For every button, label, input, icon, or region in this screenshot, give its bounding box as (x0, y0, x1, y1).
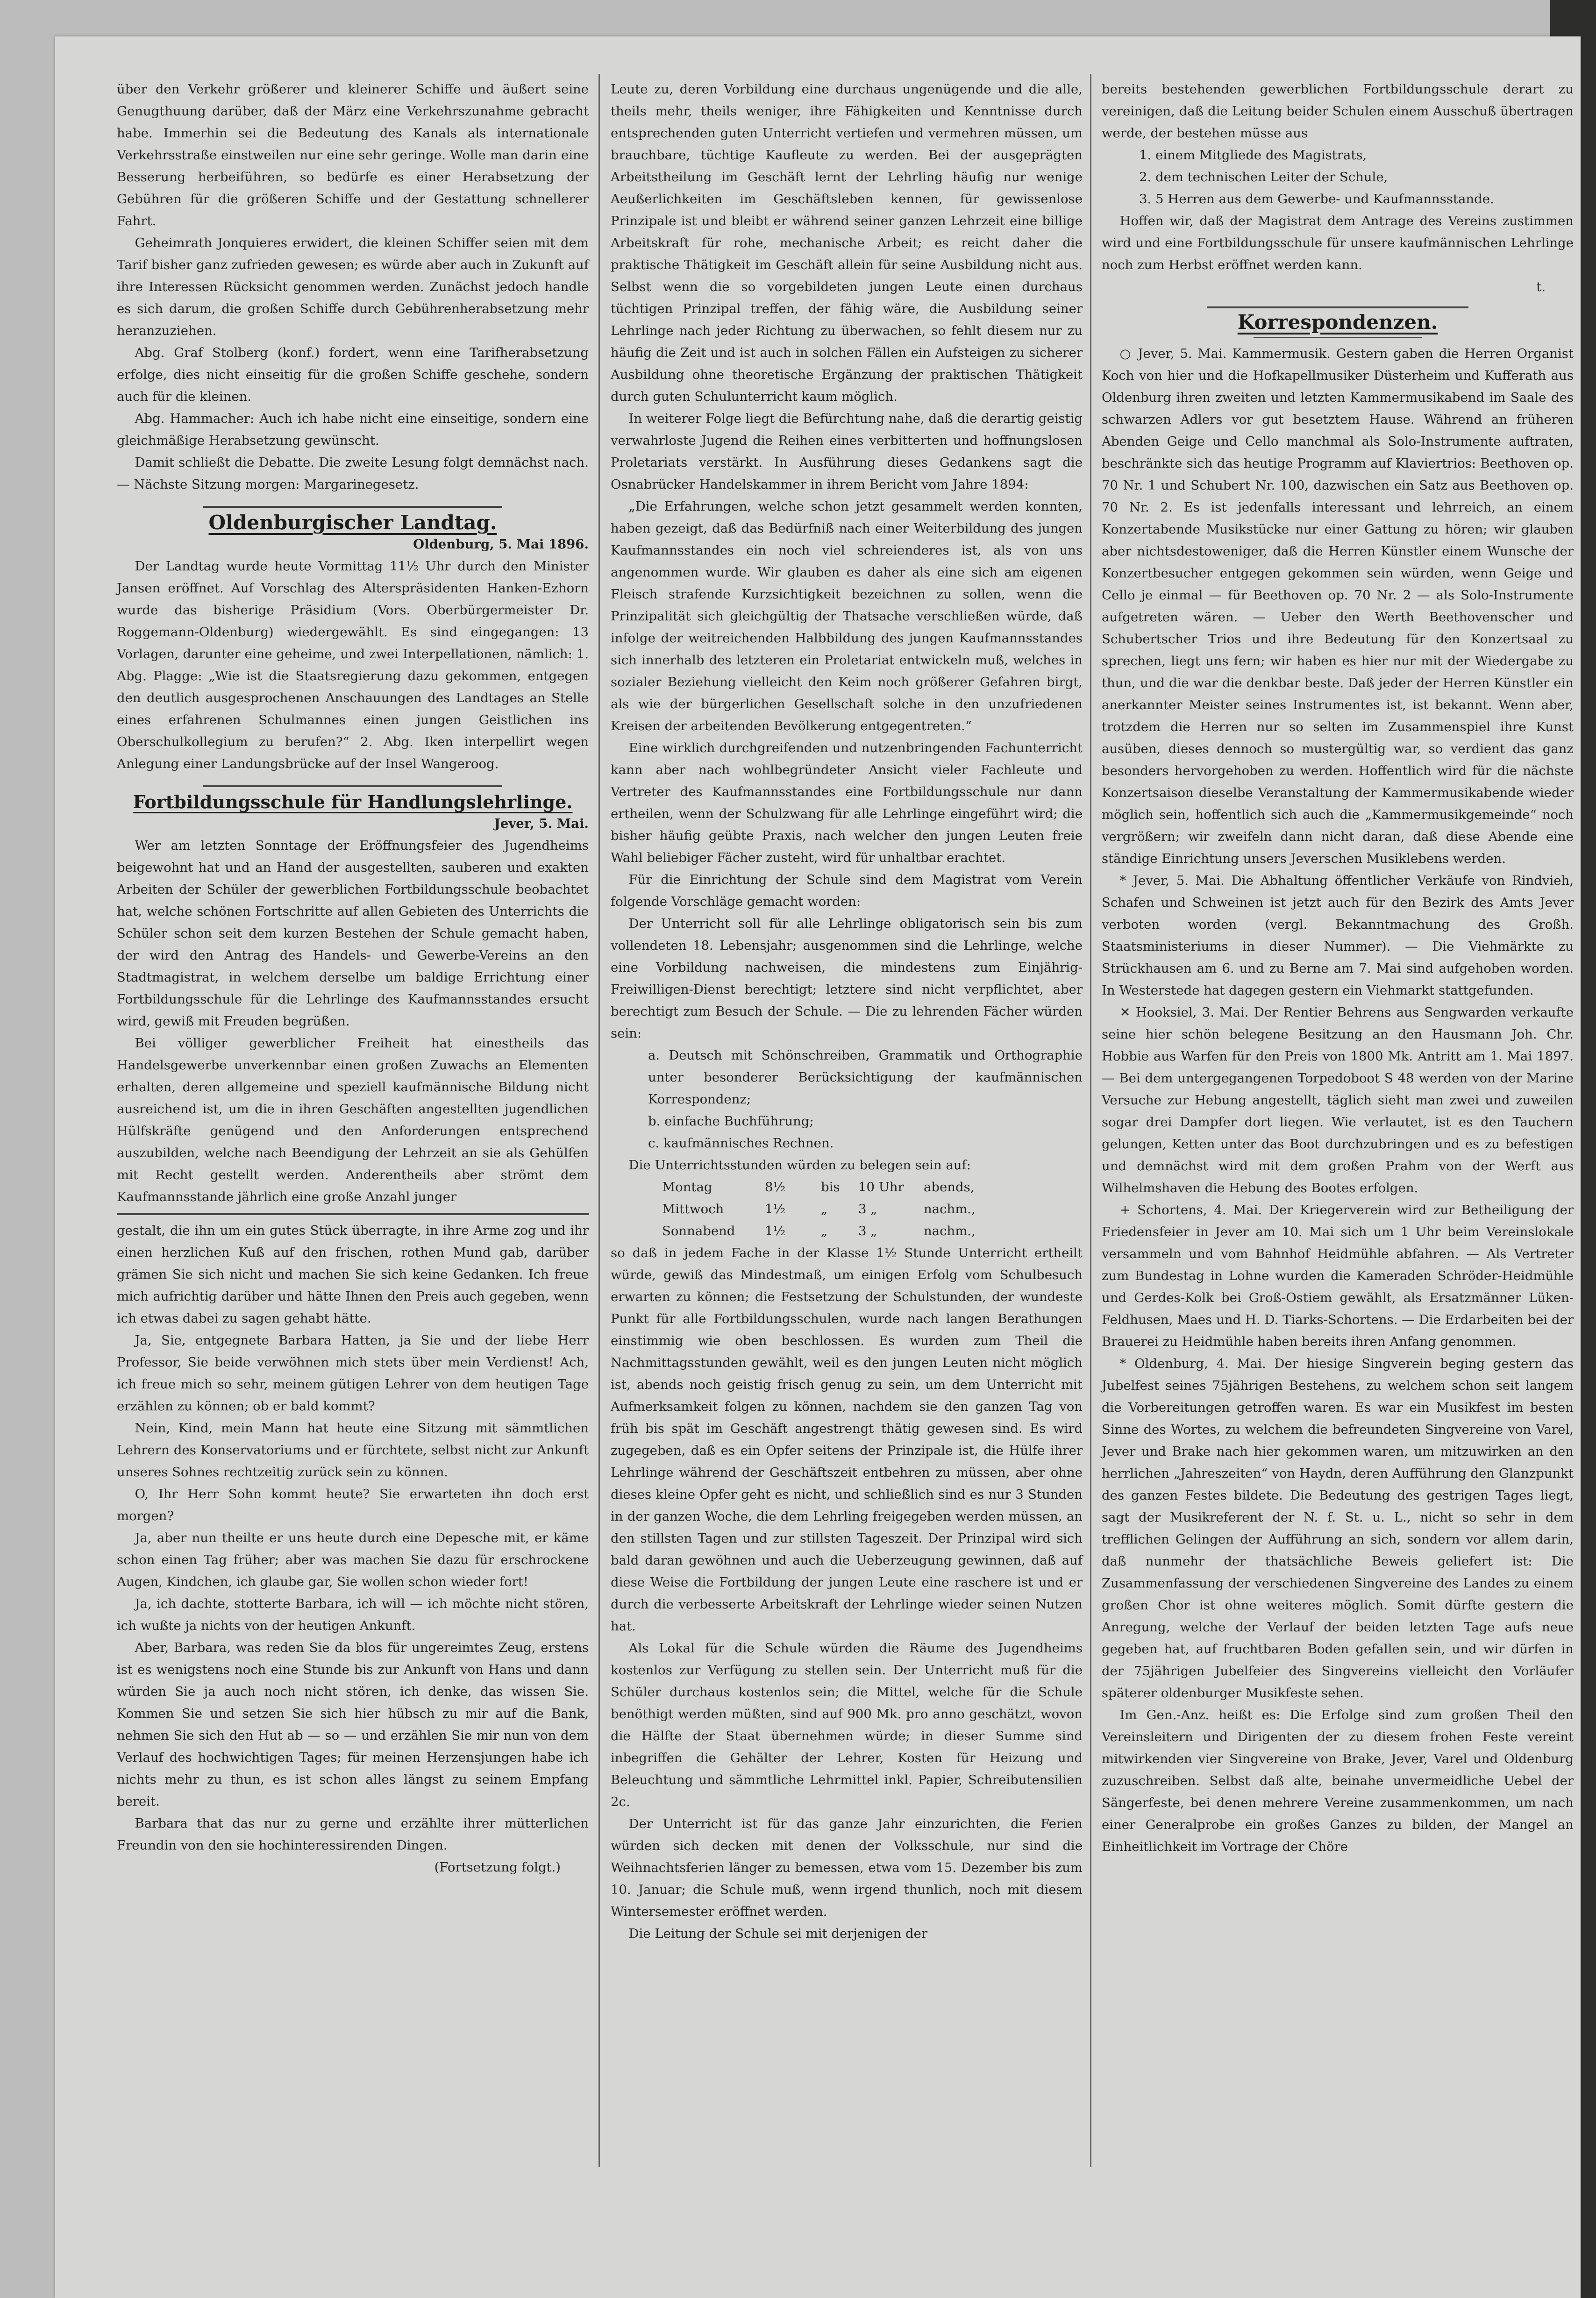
schedule-intro: Die Unterrichtsstunden würden zu belegen sein auf: (628, 1158, 971, 1173)
newspaper-page (55, 36, 1581, 2298)
schedule-cell: Mittwoch (662, 1202, 724, 1217)
paragraph: so daß in jedem Fache in der Klasse 1½ Stunde Unterricht ertheilt würde, gewiß das Mindestmaß, um einigen Erfolg vom Schulbesuch erwarten zu können; die Festsetzung der Schulstunden, der wundeste Punkt für alle Fortbildungsschulen, wurde nach langen Berathungen einstimmig wie oben beschlossen. Es wurden zum Theil die Nachmittagsstunden gewählt, weil es den jungen Leuten nicht möglich ist, abends noch geistig frisch genug zu sein, um dem Unterricht mit Aufmerksamkeit folgen zu können, nachdem sie den ganzen Tag von früh bis spät im Geschäft angestrengt thätig gewesen sind. Es wird zugegeben, daß es ein Opfer seitens der Prinzipale ist, die Hülfe ihrer Lehrlinge während der Geschäftszeit entbehren zu müssen, aber ohne dieses kleine Opfer geht es nicht, und schließlich sind es nur 3 Stunden in der ganzen Woche, die dem Lehrling freigegeben werden müssen, an den stillsten Tagen und zur stillsten Tageszeit. Der Prinzipal wird sich bald daran gewöhnen und auch die Ueberzeugung gewinnen, daß auf diese Weise die Fortbildung der jungen Leute eine raschere ist und er durch die verbesserte Arbeitskraft der Lehrlinge wieder seinen Nutzen hat. (611, 1245, 1083, 1634)
heading-korrespondenzen: Korrespondenzen. (1237, 311, 1438, 334)
column-1 (117, 78, 589, 1878)
subject-item: c. kaufmännisches Rechnen. (648, 1136, 834, 1151)
paragraph: * Jever, 5. Mai. Die Abhaltung öffentlicher Verkäufe von Rindvieh, Schafen und Schweinen ist jetzt auch für den Bezirk des Amts Jever verboten worden (vergl. Bekanntmachung des Großh. Staatsministeriums in dieser Nummer). — Die Viehmärkte zu Strückhausen am 6. und zu Berne am 7. Mai sind aufgehoben worden. In Westerstede hat dagegen gestern ein Viehmarkt stattgefunden. (1102, 873, 1574, 998)
paragraph: Aber, Barbara, was reden Sie da blos für ungereimtes Zeug, erstens ist es wenigstens noch eine Stunde bis zur Ankunft von Hans und dann würden Sie ja auch noch nicht stören, ich denke, das wissen Sie. Kommen Sie und setzen Sie sich hier hübsch zu mir auf die Bank, nehmen Sie sich den Hut ab — so — und erzählen Sie mir nun von dem Verlauf des hochwichtigen Tages; für meinen Herzensjungen habe ich nichts mehr zu thun, es ist schon alles längst zu seinem Empfang bereit. (117, 1640, 589, 1809)
paragraph: Leute zu, deren Vorbildung eine durchaus ungenügende und die alle, theils mehr, theils weniger, ihre Fähigkeiten und Kenntnisse durch entsprechenden guten Unterricht vertiefen und vermehren müssen, um brauchbare, tüchtige Kaufleute zu werden. Bei der ausgeprägten Arbeitstheilung im Geschäft lernt der Lehrling häufig nur wenige Aeußerlichkeiten im Geschäftsleben kennen, für gewissenlose Prinzipale ist und bleibt er während seiner ganzen Lehrzeit eine billige Arbeitskraft für rohe, mechanische Arbeit; es reicht daher die praktische Thätigkeit im Geschäft allein für seine Ausbildung nicht aus. Selbst wenn die so vorgebildeten jungen Leute einen durchaus tüchtigen Prinzipal treffen, der fähig wäre, die Ausbildung seiner Lehrlinge nach jeder Richtung zu überwachen, so fehlt diesem nur zu häufig die Zeit und ist auch in solchen Fällen ein Aufsteigen zu sicherer Ausbildung ohne theoretische Ergänzung der praktischen Thätigkeit durch guten Schulunterricht kaum möglich. (611, 82, 1083, 404)
schedule-cell: 8½ (765, 1180, 786, 1195)
subject-item: b. einfache Buchführung; (648, 1114, 814, 1129)
section-rule (1254, 337, 1422, 338)
article-fortbildung (117, 835, 589, 1208)
schedule-cell: 3 „ (858, 1224, 877, 1238)
committee-item: 1. einem Mitgliede des Magistrats, (1139, 148, 1367, 163)
schedule-cell: abends, (924, 1180, 975, 1195)
paragraph: Im Gen.-Anz. heißt es: Die Erfolge sind zum großen Theil den Vereinsleitern und Dirigenten der zu diesem frohen Feste vereint mitwirkenden vier Singvereine von Brake, Jever, Varel und Oldenburg zuzuschreiben. Selbst daß alte, beinahe unvermeidliche Uebel der Sängerfeste, bei denen mehrere Vereine zusammenkommen, um nach einer Generalprobe ein großes Ganzes zu bilden, der Mangel an Einheitlichkeit im Vortrage der Chöre (1102, 1707, 1574, 1854)
feuilleton-rule (117, 1213, 589, 1215)
article-fortbildung-end (611, 1242, 1083, 1945)
heading-fortbildung: Fortbildungsschule für Handlungslehrlinge. (133, 791, 573, 812)
paragraph: Wer am letzten Sonntage der Eröffnungsfeier des Jugendheims beigewohnt hat und an Hand der ausgestellten, sauberen und exakten Arbeiten der Schüler der gewerblichen Fortbildungsschule beobachtet hat, welche schönen Fortschritte auf allen Gebieten des Unterrichts die Schüler schon seit dem kurzen Bestehen der Schule gemacht haben, der wird den Antrag des Handels- und Gewerbe-Vereins an den Stadtmagistrat, in welchem derselbe um baldige Errichtung einer Fortbildungsschule für die Lehrlinge des Kaufmannsstandes ersucht wird, gewiß mit Freuden begrüßen. (117, 838, 589, 1029)
dateline-fortbildung: Jever, 5. Mai. (494, 816, 589, 831)
committee-item: 2. dem technischen Leiter der Schule, (1139, 170, 1388, 185)
paragraph: Bei völliger gewerblicher Freiheit hat einestheils das Handelsgewerbe unverkennbar einen großen Zuwachs an Elementen erhalten, deren allgemeine und speziell kaufmännische Bildung nicht ausreichend ist, um die in ihren Geschäften angestellten jugendlichen Hülfskräfte genügend und den Anforderungen entsprechend auszubilden, welche nach Beendigung der Lehrzeit an sie als Gehülfen mit Recht gestellt werden. Anderentheils aber strömt dem Kaufmannsstande jährlich eine große Anzahl junger (117, 1036, 589, 1204)
section-rule (203, 785, 502, 787)
schedule-cell: 1½ (765, 1202, 786, 1217)
feuilleton-story (117, 1220, 589, 1857)
paragraph: ✕ Hooksiel, 3. Mai. Der Rentier Behrens aus Sengwarden verkaufte seine hier schön belegene Besitzung an den Hausmann Joh. Chr. Hobbie aus Warfen für den Preis von 1800 Mk. Antritt am 1. Mai 1897. — Bei dem untergegangenen Torpedoboot S 48 werden von der Marine Versuche zur Hebung angestellt, täglich sieht man zwei und zuweilen sogar drei Dampfer dort liegen. Wie verlautet, ist es den Tauchern gelungen, Ketten unter das Boot durchzubringen und es zu befestigen und demnächst wird mit dem großen Prahm von der Werft aus Wilhelmshaven die Hebung des Bootes erfolgen. (1102, 1005, 1574, 1195)
paragraph: gestalt, die ihn um ein gutes Stück überragte, in ihre Arme zog und ihr einen herzlichen Kuß auf den frischen, rothen Mund gab, darüber grämen Sie sich nicht und machen Sie sich keine Gedanken. Ich freue mich aufrichtig darüber und hätte Ihnen den Preis auch gegeben, wenn ich etwas dabei zu sagen gehabt hätte. (117, 1223, 589, 1326)
paragraph: In weiterer Folge liegt die Befürchtung nahe, daß die derartig geistig verwahrloste Jugend die Reihen eines verbitterten und hoffnungslosen Proletariats verstärkt. In Ausführung dieses Gedankens sagt die Osnabrücker Handelskammer in ihrem Bericht vom Jahre 1894: (611, 411, 1083, 492)
paragraph: „Die Erfahrungen, welche schon jetzt gesammelt werden konnten, haben gezeigt, daß das Bedürfniß nach einer Weiterbildung des jungen Kaufmannsstandes ein noch viel schreienderes ist, als von uns angenommen wurde. Wir glauben es daher als eine sich am eigenen Fleisch strafende Kurzsichtigkeit bezeichnen zu sollen, wenn die Prinzipalität sich gleichgültig der Thatsache verschließen würde, daß infolge der weitreichenden Halbbildung des jungen Kaufmannsstandes sich innerhalb des letzteren ein Proletariat entwickeln muß, welches in sozialer Beziehung vielleicht den Keim noch größerer Gefahren birgt, als wie der bürgerlichen Gesellschaft solche in den unzufriedenen Kreisen der arbeitenden Bevölkerung entgegentreten.“ (611, 499, 1083, 733)
schedule-row (611, 1220, 1083, 1242)
article-fortbildung-hope: Hoffen wir, daß der Magistrat dem Antrage des Vereins zustimmen wird und eine Fortbildungsschule für unsere kaufmännischen Lehrlinge noch zum Herbst eröffnet werden kann. (1102, 213, 1574, 272)
schedule-cell: 3 „ (858, 1202, 877, 1217)
schedule-cell: 10 Uhr (858, 1180, 904, 1195)
paragraph: Als Lokal für die Schule würden die Räume des Jugendheims kostenlos zur Verfügung zu stellen sein. Der Unterricht muß für die Schüler durchaus kostenlos sein; die Mittel, welche für die Schule benöthigt werden müßten, sind auf 900 Mk. pro anno geschätzt, wovon die Hälfte der Staat übernehmen würde; in dieser Summe sind inbegriffen die Gehälter der Lehrer, Kosten für Heizung und Beleuchtung und sämmtliche Lehrmittel inkl. Papier, Schreibutensilien 2c. (611, 1641, 1083, 1809)
correspondence-items (1102, 343, 1574, 1858)
subject-item: a. Deutsch mit Schönschreiben, Grammatik und Orthographie unter besonderer Berücksichtigung der kaufmännischen Korrespondenz; (648, 1048, 1083, 1107)
schedule-cell: „ (821, 1224, 828, 1238)
article-fortbildung-cont (611, 78, 1083, 1045)
paragraph: * Oldenburg, 4. Mai. Der hiesige Singverein beging gestern das Jubelfest seines 75jährigen Bestehens, zu welchem schon seit langem die Vorbereitungen getroffen waren. Es war ein Musikfest im besten Sinne des Wortes, zu welchem die befreundeten Singvereine von Varel, Jever und Brake nach hier gekommen waren, um mitzuwirken an den herrlichen „Jahreszeiten“ von Haydn, deren Aufführung den Glanzpunkt des ganzen Festes bildete. Die Bedeutung des gestrigen Tages liegt, sagt der Musikreferent der N. f. St. u. L., nicht so sehr in dem trefflichen Gelingen der Aufführung an sich, sondern vor allem darin, daß nunmehr der thatsächliche Beweis geliefert ist: Die Zusammenfassung der verschiedenen Singvereine des Landes zu einem großen Chor ist ohne weiteres möglich. Somit dürfte gestern die Anregung, welche der Verlauf der beiden letzten Tage aufs neue gegeben hat, auf fruchtbaren Boden gefallen sein, und wir dürfen in der 75jährigen Jubelfeier des Singvereins vielleicht den Vorläufer späterer oldenburger Musikfeste sehen. (1102, 1356, 1574, 1700)
column-divider (598, 74, 600, 2167)
article-kanal (117, 78, 589, 496)
schedule-table (611, 1176, 1083, 1242)
paragraph: Ja, aber nun theilte er uns heute durch eine Depesche mit, er käme schon einen Tag früher; aber was machen Sie dazu für erschrockene Augen, Kindchen, ich glaube gar, Sie wollen schon wieder fort! (117, 1530, 589, 1589)
paragraph: Die Leitung der Schule sei mit derjenigen der (628, 1926, 928, 1941)
heading-landtag: Oldenburgischer Landtag. (208, 511, 497, 534)
schedule-cell: nachm., (924, 1224, 976, 1238)
committee-list (1102, 144, 1574, 210)
paragraph: Ja, ich dachte, stotterte Barbara, ich will — ich möchte nicht stören, ich wußte ja nichts von der heutigen Ankunft. (117, 1596, 589, 1633)
paragraph: O, Ihr Herr Sohn kommt heute? Sie erwarteten ihn doch erst morgen? (117, 1487, 589, 1523)
paragraph: Der Unterricht soll für alle Lehrlinge obligatorisch sein bis zum vollendeten 18. Lebensjahr; ausgenommen sind die Lehrlinge, welche eine Vorbildung nachweisen, die mindestens zum Einjährig-Freiwilligen-Dienst berechtigt; letztere sind nicht verpflichtet, aber berechtigt zum Besuch der Schule. — Die zu lehrenden Fächer würden sein: (611, 916, 1083, 1041)
column-divider (1090, 74, 1091, 2167)
column-2 (611, 78, 1083, 1945)
author-signature: t. (1536, 279, 1546, 294)
dateline-landtag: Oldenburg, 5. Mai 1896. (413, 537, 589, 552)
column-3 (1102, 78, 1574, 1858)
article-fortbildung-final: bereits bestehenden gewerblichen Fortbildungsschule derart zu vereinigen, daß die Leitung beider Schulen einem Ausschuß übertragen werde, der bestehen müsse aus (1102, 82, 1574, 141)
paragraph: Damit schließt die Debatte. Die zweite Lesung folgt demnächst nach. — Nächste Sitzung morgen: Margarinegesetz. (117, 455, 589, 492)
paragraph: + Schortens, 4. Mai. Der Kriegerverein wird zur Betheiligung der Friedensfeier in Jever am 10. Mai sich um 1 Uhr beim Vereinslokale versammeln und vom Bahnhof Heidmühle abfahren. — Als Vertreter zum Bundestag in Lohne wurden die Kameraden Schröder-Heidmühle und Gerdes-Kolk bei Groß-Ostiem gewählt, als Ersatzmänner Lüken-Feldhusen, Maes und H. D. Tiarks-Schortens. — Die Erdarbeiten bei der Brauerei zu Heidmühle haben bereits ihren Anfang genommen. (1102, 1202, 1574, 1349)
section-rule (1207, 306, 1468, 308)
paragraph: Eine wirklich durchgreifenden und nutzenbringenden Fachunterricht kann aber nach wohlbegründeter Ansicht vieler Fachleute und Vertreter des Kaufmannsstandes eine Fortbildungsschule nur dann ertheilen, wenn der Schulzwang für alle Lehrlinge eingeführt wird; die bisher häufig geübte Praxis, nach welcher den jungen Leuten freie Wahl beliebiger Fächer zusteht, wird für unhaltbar erachtet. (611, 740, 1083, 865)
feuilleton-continuation: (Fortsetzung folgt.) (434, 1860, 561, 1875)
schedule-row (611, 1176, 1083, 1198)
subject-list (611, 1045, 1083, 1154)
paragraph: Der Landtag wurde heute Vormittag 11½ Uhr durch den Minister Jansen eröffnet. Auf Vorschlag des Alterspräsidenten Hanken-Ezhorn wurde das bisherige Präsidium (Vors. Oberbürgermeister Dr. Roggemann-Oldenburg) wiedergewählt. Es sind eingegangen: 13 Vorlagen, darunter eine geheime, und zwei Interpellationen, nämlich: 1. Abg. Plagge: „Wie ist die Staatsregierung dazu gekommen, entgegen den deutlich ausgesprochenen Anschauungen des Landtages an Stelle eines erfahrenen Schulmannes einen jungen Geistlichen ins Oberschulkollegium zu berufen?“ 2. Abg. Iken interpellirt wegen Anlegung einer Landungsbrücke auf der Insel Wangeroog. (117, 559, 589, 771)
schedule-cell: Sonnabend (662, 1224, 735, 1238)
schedule-cell: bis (821, 1180, 840, 1195)
paragraph: Abg. Hammacher: Auch ich habe nicht eine einseitige, sondern eine gleichmäßige Herabsetzung gewünscht. (117, 411, 589, 448)
article-landtag (117, 555, 589, 775)
paragraph: ○ Jever, 5. Mai. Kammermusik. Gestern gaben die Herren Organist Koch von hier und die Hofkapellmusiker Düsterheim und Kufferath aus Oldenburg ihren zweiten und letzten Kammermusikabend im Saale des schwarzen Adlers vor gut besetztem Hause. Während an früheren Abenden Geige und Cello manchmal als Solo-Instrumente auftraten, beschränkte sich das heutige Programm auf Klaviertrios: Beethoven op. 70 Nr. 1 und Schubert Nr. 100, dazwischen ein Satz aus Beethoven op. 70 Nr. 2. Es ist jedenfalls interessant und lehrreich, an einem Konzertabende Musikstücke nur einer Gattung zu hören; wir glauben aber nichtsdestoweniger, daß die Herren Künstler einem Wunsche der Konzertbesucher entgegen gekommen sein würden, wenn Geige und Cello je einmal — für Beethoven op. 70 Nr. 2 — als Solo-Instrumente aufgetreten wären. — Ueber den Werth Beethovenscher und Schubertscher Trios und ihre Bedeutung für den Konzertsaal zu sprechen, liegt uns fern; wir haben es hier nur mit der Wiedergabe zu thun, und die war die denkbar beste. Daß jeder der Herren Künstler ein anerkannter Meister seines Instrumentes ist, ist bekannt. Wenn aber, trotzdem die Herren nur so selten im Zusammenspiel ihre Kunst ausüben, dieses dennoch so mustergültig war, so verdient das ganz besonders hervorgehoben zu werden. Hoffentlich wird für die nächste Konzertsaison dieselbe Veranstaltung der Kammermusikabende wieder möglich sein, hoffentlich sich auch die „Kammermusikgemeinde“ noch vergrößern; wir zweifeln dann nicht daran, daß diese Abende eine ständige Einrichtung unsers Jeverschen Musiklebens werden. (1102, 346, 1574, 866)
paragraph: Geheimrath Jonquieres erwidert, die kleinen Schiffer seien mit dem Tarif bisher ganz zufrieden gewesen; es würde aber auch in Zukunft auf ihre Interessen Rücksicht genommen werden. Zunächst jedoch handle es sich darum, die großen Schiffe durch Gebührenherabsetzung mehr heranzuziehen. (117, 235, 589, 338)
schedule-cell: „ (821, 1202, 828, 1217)
schedule-cell: nachm., (924, 1202, 976, 1217)
section-rule (203, 506, 502, 508)
committee-item: 3. 5 Herren aus dem Gewerbe- und Kaufmannsstande. (1139, 192, 1494, 206)
paragraph: Barbara that das nur zu gerne und erzählte ihrer mütterlichen Freundin von den sie hochinteressirenden Dingen. (117, 1816, 589, 1853)
paragraph: Abg. Graf Stolberg (konf.) fordert, wenn eine Tarifherabsetzung erfolge, dies nicht einseitig für die großen Schiffe geschehe, sondern auch für die kleinen. (117, 345, 589, 404)
paragraph: Der Unterricht ist für das ganze Jahr einzurichten, die Ferien würden sich decken mit denen der Volksschule, nur sind die Weihnachtsferien länger zu bemessen, etwa vom 15. Dezember bis zum 10. Januar; die Schule muß, wenn irgend thunlich, noch mit diesem Wintersemester eröffnet werden. (611, 1816, 1083, 1919)
paragraph: über den Verkehr größerer und kleinerer Schiffe und äußert seine Genugthuung darüber, daß der März eine Verkehrszunahme gebracht habe. Immerhin sei die Bedeutung des Kanals als internationale Verkehrsstraße einstweilen nur eine sehr geringe. Wolle man darin eine Besserung herbeiführen, so bedürfe es einer Herabsetzung der Gebühren für die größeren Schiffe und der Gestattung schnellerer Fahrt. (117, 82, 589, 228)
schedule-row (611, 1198, 1083, 1220)
schedule-cell: Montag (662, 1180, 712, 1195)
paragraph: Nein, Kind, mein Mann hat heute eine Sitzung mit sämmtlichen Lehrern des Konservatoriums und er fürchtete, selbst nicht zur Ankunft unseres Sohnes rechtzeitig zurück sein zu können. (117, 1421, 589, 1480)
schedule-cell: 1½ (765, 1224, 786, 1238)
paragraph: Für die Einrichtung der Schule sind dem Magistrat vom Verein folgende Vorschläge gemacht worden: (611, 872, 1083, 909)
paragraph: Ja, Sie, entgegnete Barbara Hatten, ja Sie und der liebe Herr Professor, Sie beide verwöhnen mich stets über mein Verdienst! Ach, ich freue mich so sehr, meinem gütigen Lehrer von dem heutigen Tage erzählen zu können; ob er bald kommt? (117, 1333, 589, 1414)
